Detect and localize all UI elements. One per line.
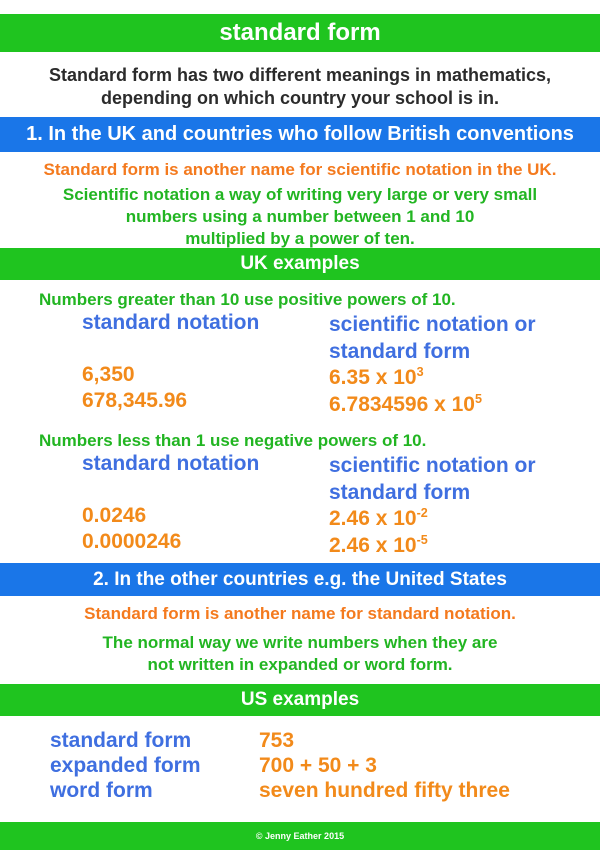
definition-line-1: Scientific notation a way of writing very large or very small	[62, 185, 538, 204]
intro-text	[0, 64, 600, 110]
exponent: -2	[416, 506, 428, 520]
footer-band	[0, 822, 600, 850]
positive-col1-heading: standard notation	[82, 311, 260, 334]
uk-examples-header-text: UK examples	[240, 253, 360, 274]
us-label: standard form	[50, 729, 192, 752]
us-examples-header	[0, 684, 600, 716]
section2-header	[0, 563, 600, 596]
scientific-value	[329, 532, 428, 559]
exponent: 3	[416, 365, 424, 379]
col2-heading-line-2: standard form	[329, 481, 471, 504]
section2-statement: Standard form is another name for standard notation.	[84, 604, 516, 623]
exponent: -5	[416, 533, 428, 547]
us-label: expanded form	[50, 754, 201, 777]
mantissa: 2.46 x 10	[329, 534, 417, 557]
section1-header-text: 1. In the UK and countries who follow British conventions	[26, 123, 574, 145]
positive-standard-values	[82, 362, 187, 414]
page-title: standard form	[219, 19, 381, 46]
col2-heading-line-1: scientific notation or	[329, 454, 536, 477]
standard-value: 6,350	[82, 363, 135, 386]
scientific-value	[329, 391, 482, 418]
intro-line-2: depending on which country your school is in.	[100, 88, 500, 108]
section2-definition	[0, 632, 600, 676]
uk-examples-header	[0, 248, 600, 280]
section1-statement: Standard form is another name for scientific notation in the UK.	[43, 160, 557, 179]
definition-line-3: multiplied by a power of ten.	[185, 229, 415, 248]
us-values	[259, 728, 510, 803]
negative-scientific-values	[329, 505, 428, 559]
negative-col2-heading	[329, 452, 536, 506]
negative-standard-values	[82, 503, 181, 555]
title-band	[0, 14, 600, 52]
mantissa: 2.46 x 10	[329, 507, 417, 530]
standard-value: 0.0246	[82, 504, 147, 527]
exponent: 5	[474, 392, 482, 406]
mantissa: 6.35 x 10	[329, 366, 417, 389]
us-examples-header-text: US examples	[240, 689, 360, 710]
scientific-value	[329, 364, 482, 391]
us-value: 700 + 50 + 3	[259, 754, 377, 777]
definition-line-2: not written in expanded or word form.	[147, 655, 453, 674]
standard-value: 678,345.96	[82, 389, 188, 412]
positive-rule: Numbers greater than 10 use positive powers of 10.	[39, 290, 456, 309]
scientific-value	[329, 505, 428, 532]
mantissa: 6.7834596 x 10	[329, 393, 475, 416]
definition-line-2: numbers using a number between 1 and 10	[125, 207, 475, 226]
positive-scientific-values	[329, 364, 482, 418]
col2-heading-line-2: standard form	[329, 340, 471, 363]
us-value: seven hundred fifty three	[259, 779, 510, 802]
us-labels	[50, 728, 201, 803]
us-label: word form	[50, 779, 153, 802]
copyright-text: © Jenny Eather 2015	[255, 831, 345, 841]
intro-line-1: Standard form has two different meanings in mathematics,	[48, 65, 552, 85]
positive-col2-heading	[329, 311, 536, 365]
section2-header-text: 2. In the other countries e.g. the United States	[93, 568, 507, 590]
standard-value: 0.0000246	[82, 530, 182, 553]
negative-col1-heading: standard notation	[82, 452, 260, 475]
definition-line-1: The normal way we write numbers when they are	[102, 633, 498, 652]
us-value: 753	[259, 729, 295, 752]
section1-definition	[0, 184, 600, 250]
negative-rule: Numbers less than 1 use negative powers of 10.	[39, 431, 427, 450]
col2-heading-line-1: scientific notation or	[329, 313, 536, 336]
section1-header	[0, 117, 600, 152]
